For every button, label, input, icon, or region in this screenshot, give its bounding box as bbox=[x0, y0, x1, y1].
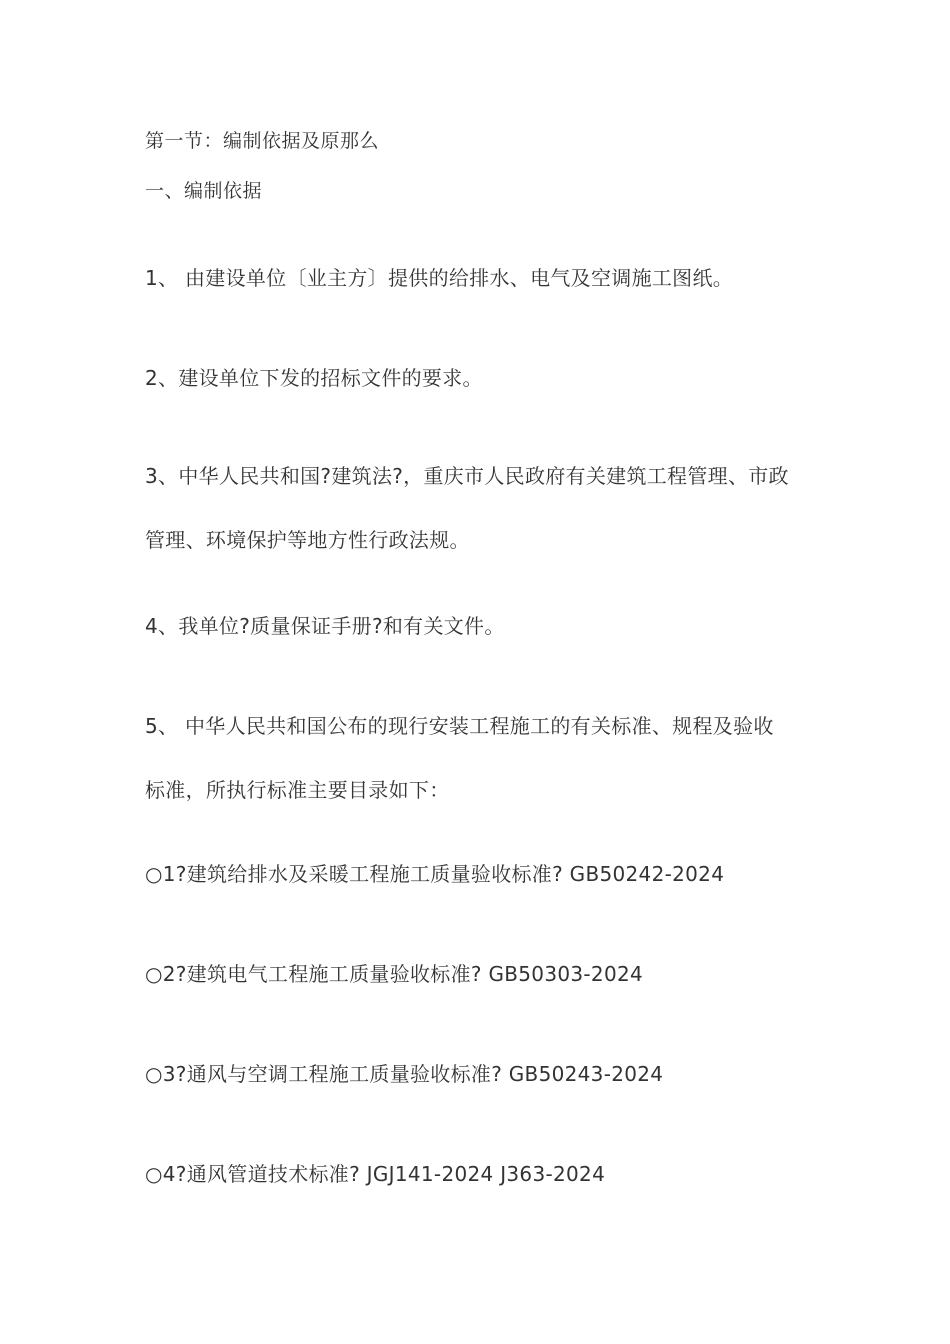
standard-item-3: ○3?通风与空调工程施工质量验收标准? GB50243-2024 bbox=[145, 1062, 664, 1086]
subsection-title: 一、编制依据 bbox=[145, 180, 263, 202]
basis-item-3: 3、中华人民共和国?建筑法?，重庆市人民政府有关建筑工程管理、市政 bbox=[145, 464, 789, 488]
basis-item-5-continued: 标准，所执行标准主要目录如下： bbox=[145, 778, 450, 802]
standard-item-1: ○1?建筑给排水及采暖工程施工质量验收标准? GB50242-2024 bbox=[145, 862, 725, 886]
basis-item-2: 2、建设单位下发的招标文件的要求。 bbox=[145, 366, 483, 390]
basis-item-3-continued: 管理、环境保护等地方性行政法规。 bbox=[145, 528, 470, 552]
standard-item-4: ○4?通风管道技术标准? JGJ141-2024 J363-2024 bbox=[145, 1162, 606, 1186]
basis-item-4: 4、我单位?质量保证手册?和有关文件。 bbox=[145, 614, 505, 638]
standard-item-2: ○2?建筑电气工程施工质量验收标准? GB50303-2024 bbox=[145, 962, 644, 986]
basis-item-5: 5、 中华人民共和国公布的现行安装工程施工的有关标准、规程及验收 bbox=[145, 714, 774, 738]
section-title: 第一节：编制依据及原那么 bbox=[145, 130, 380, 152]
basis-item-1: 1、 由建设单位〔业主方〕提供的给排水、电气及空调施工图纸。 bbox=[145, 266, 734, 290]
